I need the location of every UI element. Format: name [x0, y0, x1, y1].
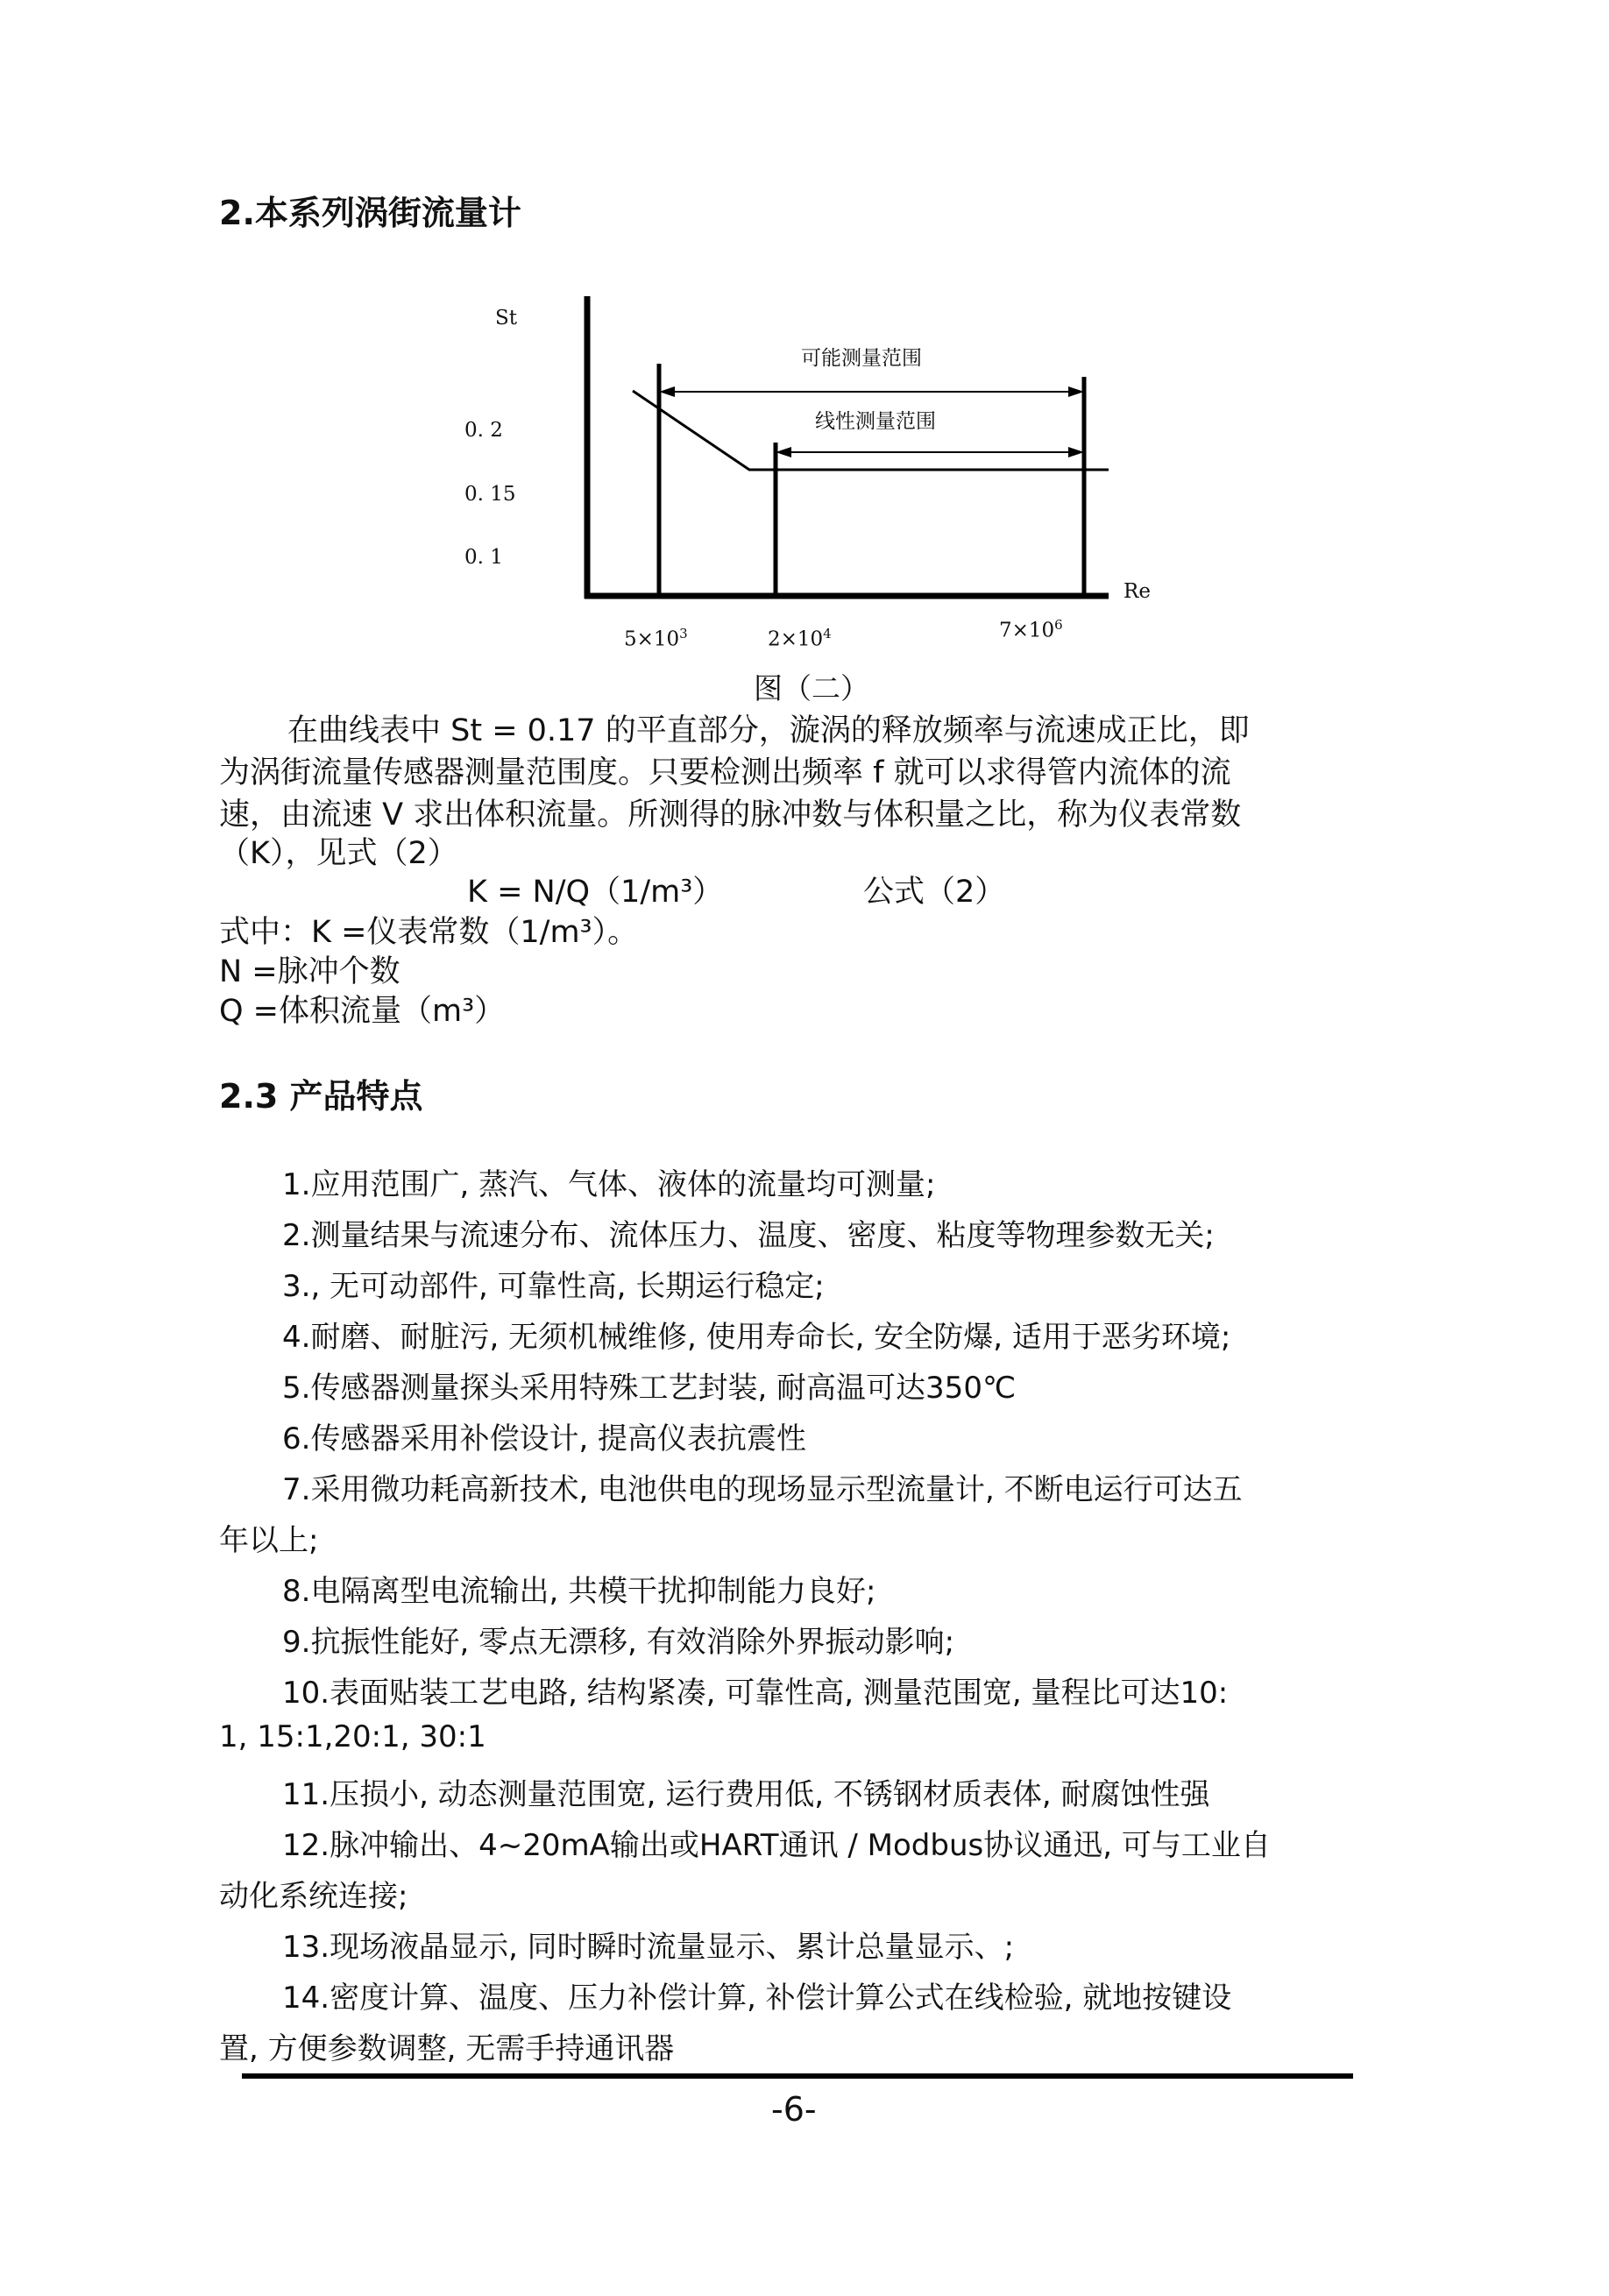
feature-item: 6.传感器采用补偿设计, 提高仪表抗震性 — [282, 1421, 807, 1456]
y-tick-label: 0. 1 — [464, 546, 503, 569]
y-axis-label: St — [495, 307, 517, 330]
feature-item-continuation: 动化系统连接; — [219, 1879, 408, 1914]
formula-label: 公式（2） — [863, 875, 1006, 910]
feature-item: 2.测量结果与流速分布、流体压力、温度、密度、粘度等物理参数无关; — [282, 1218, 1215, 1253]
feature-item: 4.耐磨、耐脏污, 无须机械维修, 使用寿命长, 安全防爆, 适用于恶劣环境; — [282, 1320, 1231, 1355]
feature-item: 1.应用范围广, 蒸汽、气体、液体的流量均可测量; — [282, 1167, 936, 1202]
feature-item: 9.抗振性能好, 零点无漂移, 有效消除外界振动影响; — [282, 1625, 955, 1660]
linear-range-label: 线性测量范围 — [815, 410, 936, 433]
paragraph-line: 速，由流速 V 求出体积流量。所测得的脉冲数与体积量之比，称为仪表常数 — [219, 797, 1242, 833]
figure-caption: 图（二） — [754, 671, 869, 705]
feature-item: 13.现场液晶显示, 同时瞬时流量显示、累计总量显示、; — [282, 1930, 1015, 1965]
feature-item: 11.压损小, 动态测量范围宽, 运行费用低, 不锈钢材质表体, 耐腐蚀性强 — [282, 1777, 1210, 1812]
feature-item: 3., 无可动部件, 可靠性高, 长期运行稳定; — [282, 1269, 825, 1304]
feature-item: 7.采用微功耗高新技术, 电池供电的现场显示型流量计, 不断电运行可达五 — [282, 1472, 1243, 1507]
feature-item-continuation: 年以上; — [219, 1523, 319, 1558]
feature-item: 8.电隔离型电流输出, 共模干扰抑制能力良好; — [282, 1574, 876, 1609]
possible-range-label: 可能测量范围 — [801, 347, 922, 370]
x-tick-label: $2\times 10^4$ — [768, 626, 832, 651]
paragraph-line: 为涡街流量传感器测量范围度。只要检测出频率 f 就可以求得管内流体的流 — [219, 755, 1231, 790]
definition-line: 式中：K =仪表常数（1/m³）。 — [219, 915, 639, 950]
feature-item-continuation: 置, 方便参数调整, 无需手持通讯器 — [219, 2031, 675, 2066]
feature-item: 5.传感器测量探头采用特殊工艺封装, 耐高温可达350℃ — [282, 1371, 1017, 1406]
y-tick-label: 0. 15 — [464, 483, 516, 506]
features-heading: 2.3 产品特点 — [219, 1077, 423, 1116]
definition-line: Q =体积流量（m³） — [219, 994, 506, 1029]
feature-item-continuation: 1, 15:1,20:1, 30:1 — [219, 1719, 486, 1754]
footer-rule — [242, 2073, 1353, 2079]
page-number: -6- — [771, 2090, 817, 2129]
paragraph-line: （K），见式（2） — [219, 836, 458, 871]
definition-line: N =脉冲个数 — [219, 954, 400, 989]
section-heading: 2.本系列涡街流量计 — [219, 194, 521, 232]
formula-expression: K = N/Q（1/m³） — [467, 875, 724, 910]
feature-item: 14.密度计算、温度、压力补偿计算, 补偿计算公式在线检验, 就地按键设 — [282, 1981, 1232, 2016]
y-tick-label: 0. 2 — [464, 419, 503, 442]
x-tick-label: $5\times 10^3$ — [624, 626, 688, 651]
feature-item: 10.表面贴装工艺电路, 结构紧凑, 可靠性高, 测量范围宽, 量程比可达10: — [282, 1676, 1229, 1711]
feature-item: 12.脉冲输出、4~20mA输出或HART通讯 / Modbus协议通迅, 可与工业自 — [282, 1828, 1271, 1863]
paragraph-line: 在曲线表中 St = 0.17 的平直部分，漩涡的释放频率与流速成正比，即 — [287, 713, 1250, 748]
x-tick-label: $7\times 10^6$ — [999, 617, 1063, 642]
x-axis-label: Re — [1123, 580, 1151, 603]
